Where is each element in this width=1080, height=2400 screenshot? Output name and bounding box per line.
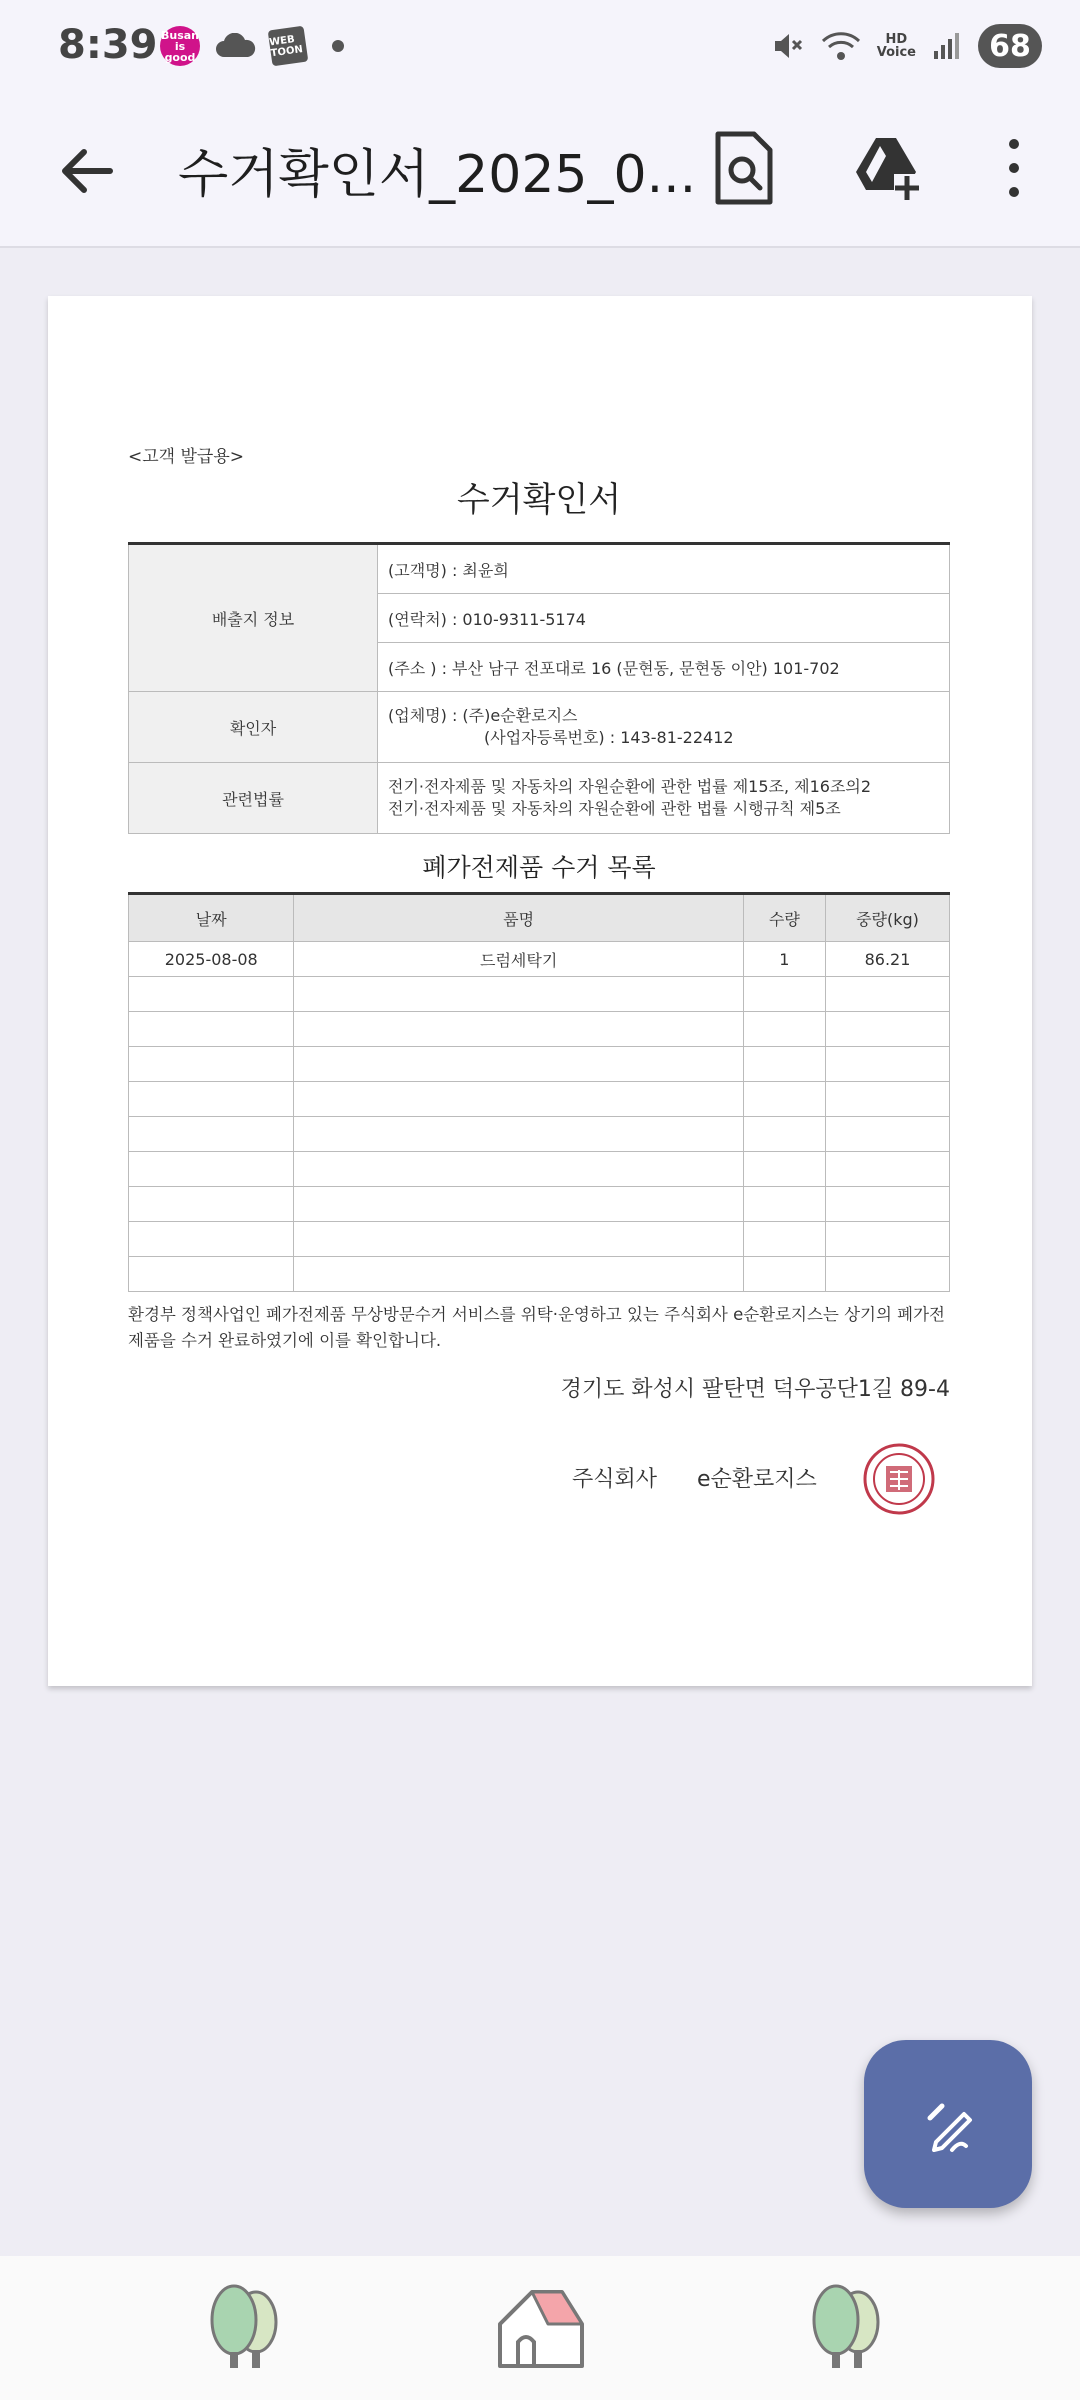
business-number-field: (사업자등록번호) : 143-81-22412 [484, 728, 734, 747]
law-info [378, 763, 950, 834]
cell-weight: 86.21 [825, 942, 949, 977]
empty-row [129, 1117, 950, 1152]
bottom-navigation [0, 2256, 1080, 2400]
cell-date: 2025-08-08 [129, 942, 294, 977]
confirmer-info [378, 692, 950, 763]
document-page [48, 296, 1032, 1686]
back-arrow-icon[interactable] [52, 136, 122, 206]
find-in-document-icon[interactable] [712, 130, 776, 206]
cloud-icon [214, 33, 256, 59]
more-options-icon[interactable] [996, 132, 1032, 204]
trees-icon-left[interactable] [196, 2280, 296, 2376]
notification-icons [160, 26, 344, 66]
certificate-title: 수거확인서 [456, 480, 622, 520]
company-address: 경기도 화성시 팔탄면 덕우공단1길 89-4 [560, 1377, 950, 1402]
company-name-field: (업체명) : (주)e순환로지스 [388, 706, 578, 725]
empty-row [129, 1012, 950, 1047]
column-header-item: 품명 [294, 894, 743, 942]
wifi-icon [821, 29, 861, 63]
app-toolbar [0, 96, 1080, 248]
confirmation-notice: 환경부 정책사업인 폐가전제품 무상방문수거 서비스를 위탁·운영하고 있는 주식회사 e순환로지스는 상기의 폐가전제품을 수거 완료하였기에 이를 확인합니다. [128, 1305, 945, 1350]
customer-contact: (연락처) : 010-9311-5174 [378, 594, 950, 643]
column-header-weight: 중량(kg) [825, 894, 949, 942]
discharge-info-label: 배출지 정보 [129, 544, 378, 692]
status-time: 8:39 [58, 22, 158, 68]
law-line-1: 전기·전자제품 및 자동차의 자원순환에 관한 법률 제15조, 제16조의2 [388, 777, 872, 796]
system-icons [771, 24, 1042, 68]
empty-row [129, 1152, 950, 1187]
issued-label: <고객 발급용> [128, 447, 245, 467]
battery-indicator: 68 [978, 24, 1042, 68]
law-label: 관련법률 [129, 763, 378, 834]
info-table [128, 542, 950, 834]
customer-address: (주소 ) : 부산 남구 전포대로 16 (문현동, 문현동 이안) 101-702 [378, 643, 950, 692]
law-line-2: 전기·전자제품 및 자동차의 자원순환에 관한 법률 시행규칙 제5조 [388, 799, 841, 818]
column-header-date: 날짜 [129, 894, 294, 942]
empty-row [129, 1082, 950, 1117]
column-header-quantity: 수량 [743, 894, 825, 942]
more-notifications-dot [332, 40, 344, 52]
company-seal-icon [862, 1442, 936, 1516]
document-title: 수거확인서_2025_0... [178, 145, 697, 205]
edit-pen-icon [916, 2092, 980, 2156]
hd-voice-icon: HD Voice [876, 32, 916, 60]
empty-row [129, 1187, 950, 1222]
cell-quantity: 1 [743, 942, 825, 977]
confirmer-label: 확인자 [129, 692, 378, 763]
empty-row [129, 977, 950, 1012]
signal-icon [932, 31, 962, 61]
webtoon-icon: WEB TOON [268, 26, 309, 67]
company-signature [572, 1462, 817, 1493]
status-bar [0, 0, 1080, 96]
trees-icon-right[interactable] [798, 2280, 898, 2376]
home-icon[interactable] [490, 2280, 590, 2376]
empty-row [129, 1047, 950, 1082]
mute-icon [771, 29, 805, 63]
table-row [129, 942, 950, 977]
empty-row [129, 1222, 950, 1257]
collection-list-title: 폐가전제품 수거 목록 [422, 853, 656, 882]
customer-name: (고객명) : 최윤희 [378, 544, 950, 594]
company-name: e순환로지스 [697, 1467, 817, 1492]
add-to-drive-icon[interactable] [850, 132, 922, 204]
empty-row [129, 1257, 950, 1292]
company-type: 주식회사 [572, 1467, 658, 1492]
cell-item: 드럼세탁기 [294, 942, 743, 977]
edit-fab-button[interactable] [864, 2040, 1032, 2208]
collection-list-table [128, 892, 950, 1292]
busan-app-icon: Busan is good [160, 26, 200, 66]
